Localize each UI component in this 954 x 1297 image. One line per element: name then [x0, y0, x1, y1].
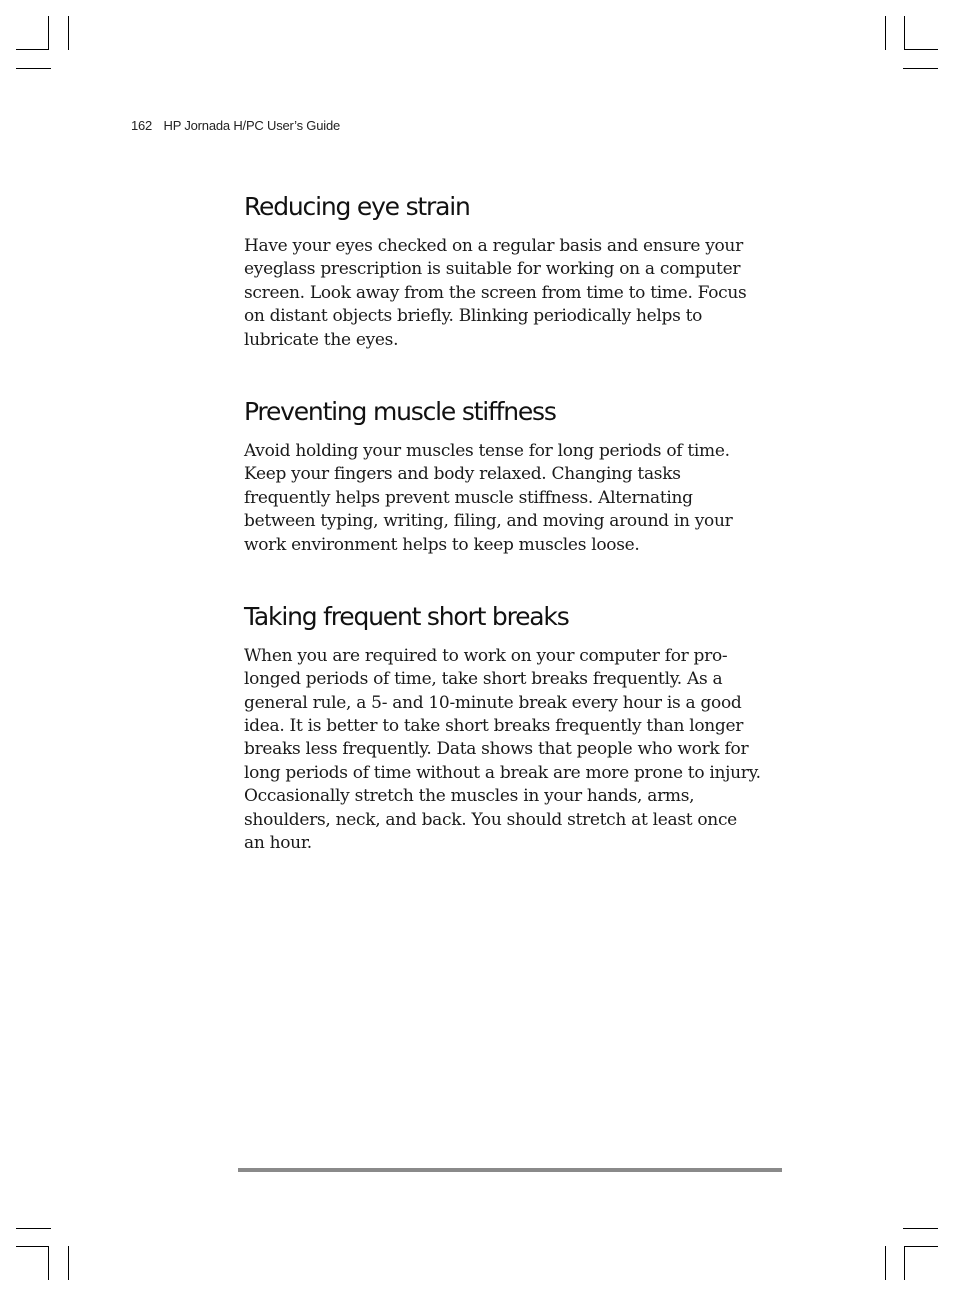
body-text-line: an hour.: [244, 833, 312, 854]
running-head: [131, 118, 340, 133]
body-text-line: eyeglass prescription is suitable for working on a computer: [244, 259, 741, 280]
section-heading: Reducing eye strain: [244, 192, 470, 221]
page-number: 162: [131, 118, 153, 133]
body-text-line: Keep your fingers and body relaxed. Changing tasks: [244, 464, 681, 485]
crop-mark: [903, 68, 938, 69]
body-text-line: longed periods of time, take short breaks frequently. As a: [244, 669, 723, 690]
section-eye-strain: [244, 185, 789, 352]
section-heading: Taking frequent short breaks: [244, 601, 569, 631]
section-muscle-stiffness: [244, 390, 789, 557]
crop-mark: [885, 1246, 886, 1280]
body-text-line: frequently helps prevent muscle stiffness. Alternating: [244, 487, 693, 508]
section-body: [244, 440, 789, 557]
crop-mark: [904, 49, 938, 50]
body-text-line: long periods of time without a break are more prone to injury.: [244, 762, 761, 783]
running-title: HP Jornada H/PC User’s Guide: [163, 118, 340, 133]
section-short-breaks: [244, 595, 789, 856]
body-text-line: lubricate the eyes.: [244, 329, 399, 350]
body-text-line: idea. It is better to take short breaks frequently than longer: [244, 716, 744, 737]
main-content: [244, 185, 789, 855]
section-heading: Preventing muscle stiffness: [244, 396, 556, 426]
crop-mark: [885, 16, 886, 50]
body-text-line: between typing, writing, filing, and moving around in your: [244, 511, 733, 532]
crop-mark: [903, 1228, 938, 1229]
crop-mark: [904, 1246, 905, 1280]
crop-mark: [16, 1246, 49, 1247]
crop-mark: [904, 1246, 938, 1247]
crop-mark: [68, 1246, 69, 1280]
body-text-line: work environment helps to keep muscles loose.: [244, 534, 640, 555]
crop-mark: [68, 16, 69, 50]
body-text-line: screen. Look away from the screen from time to time. Focus: [244, 282, 747, 303]
body-text-line: Occasionally stretch the muscles in your hands, arms,: [244, 786, 695, 807]
body-text-line: general rule, a 5- and 10-minute break every hour is a good: [244, 692, 742, 713]
crop-mark: [16, 68, 51, 69]
crop-mark: [16, 1228, 51, 1229]
body-text-line: on distant objects briefly. Blinking periodically helps to: [244, 306, 703, 327]
section-body: [244, 645, 789, 856]
crop-mark: [48, 16, 49, 50]
crop-mark: [904, 16, 905, 50]
footer-rule: [238, 1168, 782, 1172]
body-text-line: Have your eyes checked on a regular basis and ensure your: [244, 236, 743, 256]
body-text-line: shoulders, neck, and back. You should stretch at least once: [244, 809, 737, 830]
section-body: [244, 235, 789, 352]
body-text-line: When you are required to work on your computer for pro-: [244, 645, 728, 666]
body-text-line: Avoid holding your muscles tense for long periods of time.: [244, 440, 730, 461]
crop-mark: [48, 1246, 49, 1280]
body-text-line: breaks less frequently. Data shows that people who work for: [244, 739, 749, 760]
crop-mark: [16, 49, 49, 50]
